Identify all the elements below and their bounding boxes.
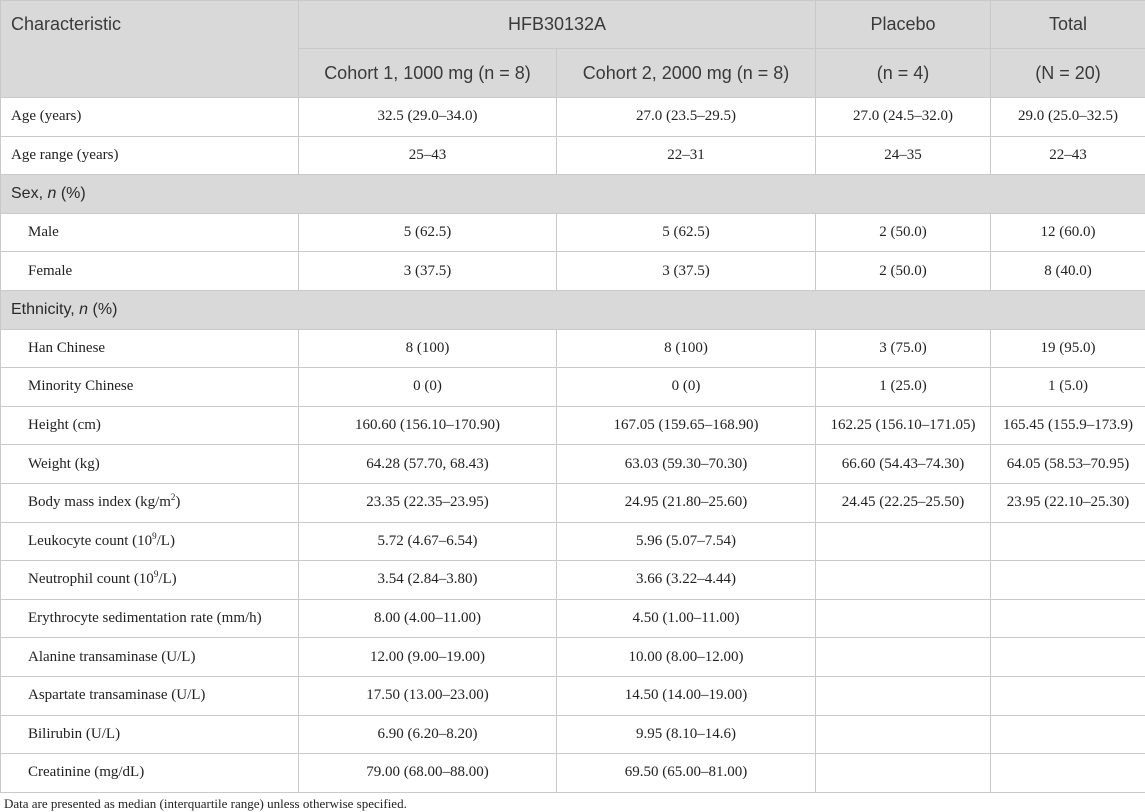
cell-cohort1: 25–43 bbox=[299, 136, 557, 175]
header-total: Total bbox=[991, 1, 1145, 49]
cell-cohort1: 6.90 (6.20–8.20) bbox=[299, 715, 557, 754]
table-row bbox=[1, 329, 1145, 368]
cell-placebo bbox=[816, 754, 991, 793]
cell-total bbox=[991, 522, 1145, 561]
cell-cohort1: 23.35 (22.35–23.95) bbox=[299, 483, 557, 522]
cell-total bbox=[991, 561, 1145, 600]
cell-cohort1: 3.54 (2.84–3.80) bbox=[299, 561, 557, 600]
cell-total bbox=[991, 754, 1145, 793]
cell-cohort2: 4.50 (1.00–11.00) bbox=[557, 599, 816, 638]
label-sup: 9 bbox=[153, 569, 159, 580]
cell-total: 19 (95.0) bbox=[991, 329, 1145, 368]
section-row-sex bbox=[1, 175, 1145, 214]
header-hfb-group: HFB30132A bbox=[299, 1, 816, 49]
cell-cohort2: 0 (0) bbox=[557, 368, 816, 407]
row-label: Age (years) bbox=[1, 98, 299, 137]
cell-cohort1: 8 (100) bbox=[299, 329, 557, 368]
cell-cohort2: 63.03 (59.30–70.30) bbox=[557, 445, 816, 484]
section-label bbox=[1, 290, 1145, 329]
section-italic: n bbox=[47, 184, 57, 202]
cell-placebo bbox=[816, 638, 991, 677]
label-text-end: ) bbox=[175, 494, 181, 511]
row-label: Female bbox=[1, 252, 299, 291]
cell-cohort1: 32.5 (29.0–34.0) bbox=[299, 98, 557, 137]
cell-cohort2: 24.95 (21.80–25.60) bbox=[557, 483, 816, 522]
cell-placebo bbox=[816, 715, 991, 754]
label-sup: 2 bbox=[170, 492, 176, 503]
table-row bbox=[1, 599, 1145, 638]
cell-cohort1: 8.00 (4.00–11.00) bbox=[299, 599, 557, 638]
row-label bbox=[1, 483, 299, 522]
cell-cohort2: 14.50 (14.00–19.00) bbox=[557, 676, 816, 715]
table-row bbox=[1, 445, 1145, 484]
cell-total bbox=[991, 599, 1145, 638]
row-label: Minority Chinese bbox=[1, 368, 299, 407]
label-text-end: /L) bbox=[156, 532, 175, 549]
header-placebo: Placebo bbox=[816, 1, 991, 49]
cell-total: 64.05 (58.53–70.95) bbox=[991, 445, 1145, 484]
cell-cohort1: 17.50 (13.00–23.00) bbox=[299, 676, 557, 715]
cell-cohort1: 64.28 (57.70, 68.43) bbox=[299, 445, 557, 484]
row-label: Bilirubin (U/L) bbox=[1, 715, 299, 754]
cell-placebo: 27.0 (24.5–32.0) bbox=[816, 98, 991, 137]
row-label: Height (cm) bbox=[1, 406, 299, 445]
label-text: Body mass index (kg/m bbox=[28, 494, 171, 511]
cell-total: 8 (40.0) bbox=[991, 252, 1145, 291]
table-row bbox=[1, 98, 1145, 137]
cell-cohort1: 79.00 (68.00–88.00) bbox=[299, 754, 557, 793]
label-text-end: /L) bbox=[158, 571, 177, 588]
row-label: Alanine transaminase (U/L) bbox=[1, 638, 299, 677]
table-row bbox=[1, 561, 1145, 600]
table-row bbox=[1, 406, 1145, 445]
cell-placebo: 24.45 (22.25–25.50) bbox=[816, 483, 991, 522]
cell-placebo: 162.25 (156.10–171.05) bbox=[816, 406, 991, 445]
table-row bbox=[1, 676, 1145, 715]
section-italic: n bbox=[79, 300, 89, 318]
header-row-1 bbox=[1, 1, 1145, 49]
cell-total: 22–43 bbox=[991, 136, 1145, 175]
cell-placebo bbox=[816, 599, 991, 638]
cell-cohort2: 10.00 (8.00–12.00) bbox=[557, 638, 816, 677]
cell-placebo bbox=[816, 522, 991, 561]
cell-cohort1: 5.72 (4.67–6.54) bbox=[299, 522, 557, 561]
cell-placebo bbox=[816, 676, 991, 715]
cell-cohort2: 5 (62.5) bbox=[557, 213, 816, 252]
cell-total: 29.0 (25.0–32.5) bbox=[991, 98, 1145, 137]
section-label bbox=[1, 175, 1145, 214]
section-suffix: (%) bbox=[56, 184, 86, 202]
cell-cohort2: 27.0 (23.5–29.5) bbox=[557, 98, 816, 137]
row-label: Erythrocyte sedimentation rate (mm/h) bbox=[1, 599, 299, 638]
table-row bbox=[1, 715, 1145, 754]
header-cohort1: Cohort 1, 1000 mg (n = 8) bbox=[299, 49, 557, 98]
cell-cohort2: 3 (37.5) bbox=[557, 252, 816, 291]
cell-cohort2: 167.05 (159.65–168.90) bbox=[557, 406, 816, 445]
table-row bbox=[1, 136, 1145, 175]
row-label: Age range (years) bbox=[1, 136, 299, 175]
cell-cohort2: 8 (100) bbox=[557, 329, 816, 368]
table-row bbox=[1, 483, 1145, 522]
cell-placebo: 3 (75.0) bbox=[816, 329, 991, 368]
table-row bbox=[1, 754, 1145, 793]
cell-total bbox=[991, 676, 1145, 715]
table-footnote: Data are presented as median (interquartile range) unless otherwise specified. bbox=[4, 796, 407, 811]
cell-cohort1: 12.00 (9.00–19.00) bbox=[299, 638, 557, 677]
table-row bbox=[1, 213, 1145, 252]
cell-total bbox=[991, 638, 1145, 677]
table-row bbox=[1, 522, 1145, 561]
cell-cohort1: 3 (37.5) bbox=[299, 252, 557, 291]
table-row bbox=[1, 638, 1145, 677]
cell-cohort2: 69.50 (65.00–81.00) bbox=[557, 754, 816, 793]
cell-placebo: 24–35 bbox=[816, 136, 991, 175]
header-total-n: (N = 20) bbox=[991, 49, 1145, 98]
section-row-ethnicity bbox=[1, 290, 1145, 329]
cell-total: 12 (60.0) bbox=[991, 213, 1145, 252]
row-label: Aspartate transaminase (U/L) bbox=[1, 676, 299, 715]
label-text: Leukocyte count (10 bbox=[28, 532, 153, 549]
table-row bbox=[1, 368, 1145, 407]
row-label: Weight (kg) bbox=[1, 445, 299, 484]
section-suffix: (%) bbox=[88, 300, 118, 318]
cell-cohort1: 0 (0) bbox=[299, 368, 557, 407]
cell-placebo: 66.60 (54.43–74.30) bbox=[816, 445, 991, 484]
cell-total: 23.95 (22.10–25.30) bbox=[991, 483, 1145, 522]
header-cohort2: Cohort 2, 2000 mg (n = 8) bbox=[557, 49, 816, 98]
row-label: Male bbox=[1, 213, 299, 252]
cell-cohort2: 9.95 (8.10–14.6) bbox=[557, 715, 816, 754]
cell-cohort2: 3.66 (3.22–4.44) bbox=[557, 561, 816, 600]
row-label: Creatinine (mg/dL) bbox=[1, 754, 299, 793]
cell-total bbox=[991, 715, 1145, 754]
row-label: Han Chinese bbox=[1, 329, 299, 368]
cell-total: 165.45 (155.9–173.9) bbox=[991, 406, 1145, 445]
label-text: Neutrophil count (10 bbox=[28, 571, 154, 588]
header-characteristic: Characteristic bbox=[1, 1, 299, 98]
cell-placebo: 1 (25.0) bbox=[816, 368, 991, 407]
cell-cohort2: 22–31 bbox=[557, 136, 816, 175]
header-placebo-n: (n = 4) bbox=[816, 49, 991, 98]
section-prefix: Sex, bbox=[11, 184, 48, 202]
row-label bbox=[1, 561, 299, 600]
table-row bbox=[1, 252, 1145, 291]
cell-total: 1 (5.0) bbox=[991, 368, 1145, 407]
cell-placebo: 2 (50.0) bbox=[816, 213, 991, 252]
cell-cohort1: 5 (62.5) bbox=[299, 213, 557, 252]
cell-placebo bbox=[816, 561, 991, 600]
section-prefix: Ethnicity, bbox=[11, 300, 80, 318]
row-label bbox=[1, 522, 299, 561]
cell-cohort1: 160.60 (156.10–170.90) bbox=[299, 406, 557, 445]
cell-placebo: 2 (50.0) bbox=[816, 252, 991, 291]
label-sup: 9 bbox=[152, 530, 157, 541]
cell-cohort2: 5.96 (5.07–7.54) bbox=[557, 522, 816, 561]
